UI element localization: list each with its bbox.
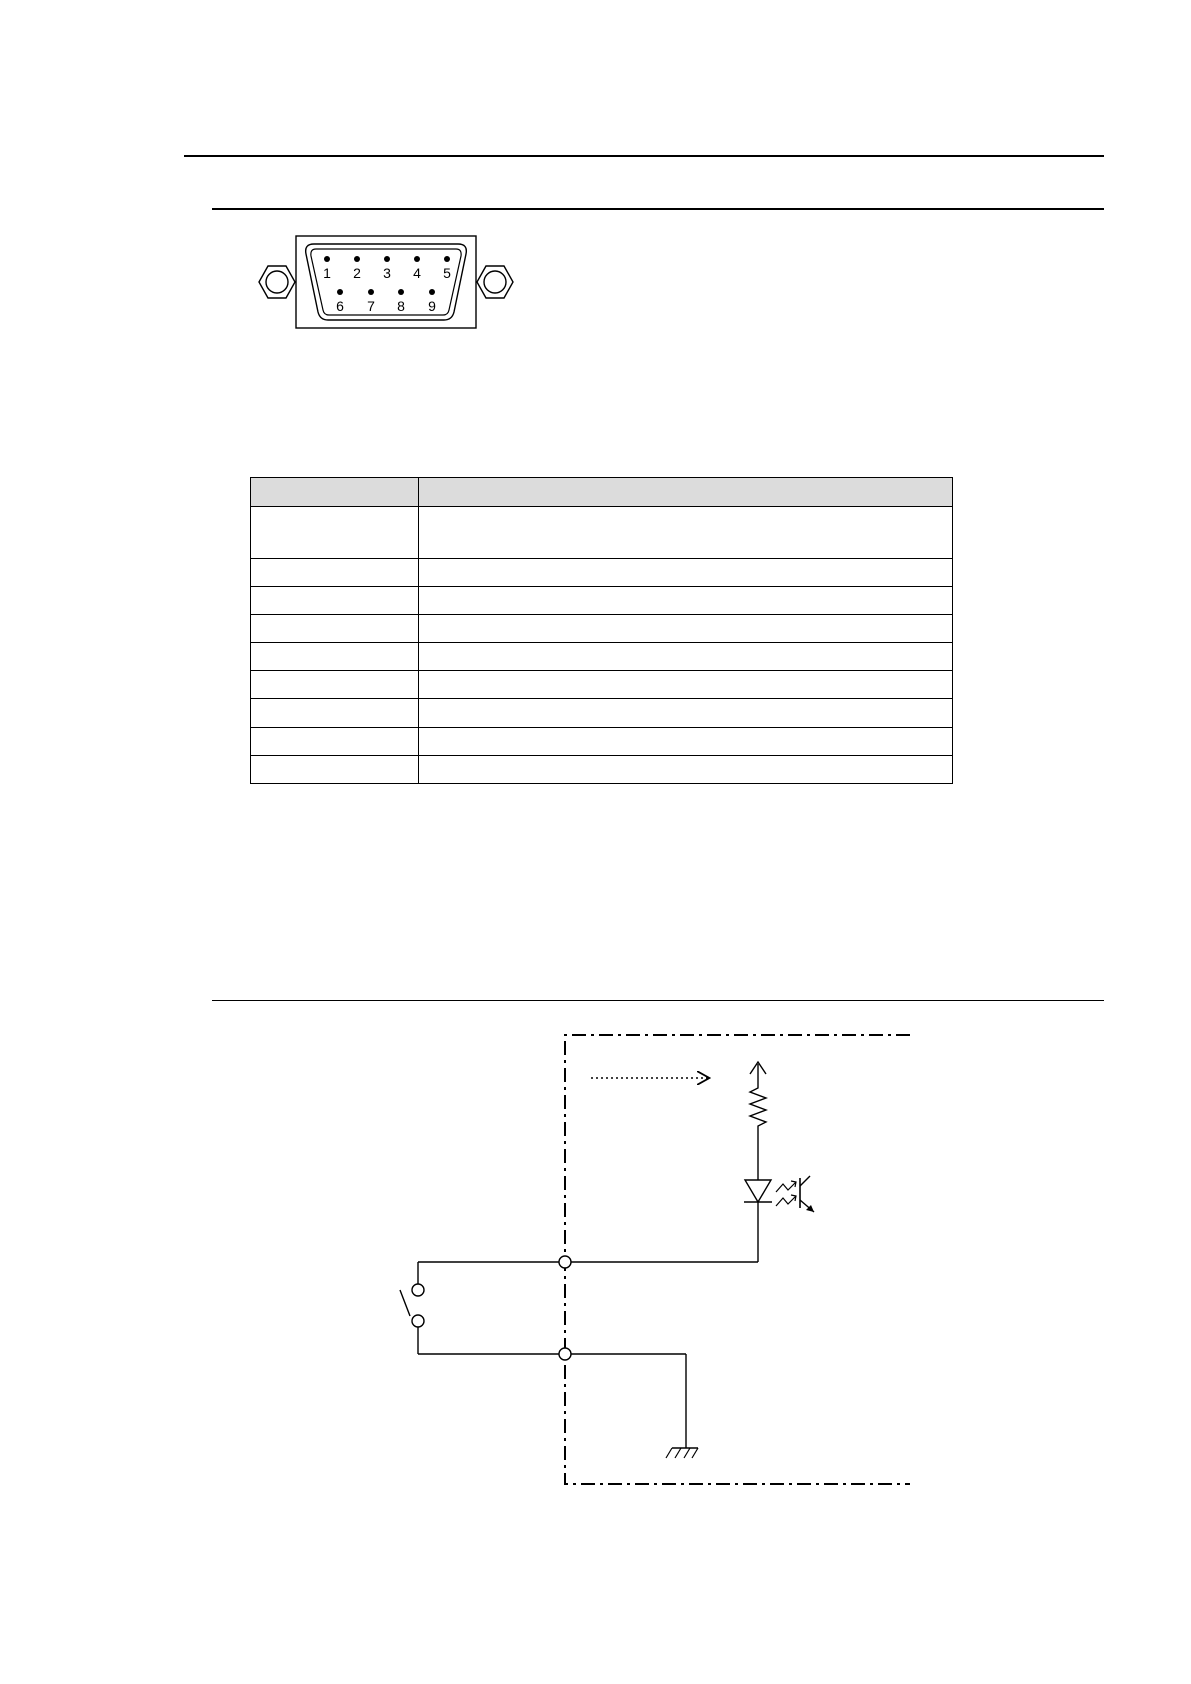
table-header-row xyxy=(251,478,953,507)
table-cell xyxy=(251,699,419,728)
table-row xyxy=(251,587,953,615)
pin-label: 8 xyxy=(397,298,405,314)
phototransistor-icon xyxy=(800,1176,814,1212)
pin-label: 6 xyxy=(336,298,344,314)
table-row xyxy=(251,643,953,671)
table-row xyxy=(251,699,953,728)
table-row xyxy=(251,756,953,784)
photocoupler-led-icon xyxy=(744,1180,796,1206)
pin-label: 5 xyxy=(443,265,451,281)
pin-dot xyxy=(337,289,343,295)
right-screw-hole xyxy=(484,271,506,293)
pin-label: 2 xyxy=(353,265,361,281)
table-cell xyxy=(419,507,953,559)
table-row xyxy=(251,671,953,699)
common-terminal xyxy=(559,1348,571,1360)
table-header-cell xyxy=(251,478,419,507)
table-cell xyxy=(419,559,953,587)
table-cell xyxy=(419,615,953,643)
ground-icon xyxy=(666,1354,698,1458)
resistor-icon xyxy=(750,1082,766,1134)
table-cell xyxy=(251,559,419,587)
pin-dot xyxy=(368,289,374,295)
pin-label: 4 xyxy=(413,265,421,281)
section-rule-connector xyxy=(212,208,1104,210)
table-cell xyxy=(419,728,953,756)
page-top-rule xyxy=(184,155,1104,157)
pin-dot xyxy=(398,289,404,295)
table-row xyxy=(251,728,953,756)
pin-dot xyxy=(324,256,330,262)
table-cell xyxy=(251,756,419,784)
table-cell xyxy=(251,507,419,559)
section-rule-circuit xyxy=(212,1000,1104,1001)
table-row xyxy=(251,559,953,587)
table-cell xyxy=(251,587,419,615)
pin-label: 7 xyxy=(367,298,375,314)
table-cell xyxy=(419,756,953,784)
table-cell xyxy=(419,671,953,699)
pin-label: 9 xyxy=(428,298,436,314)
pin-dot xyxy=(429,289,435,295)
table-row xyxy=(251,615,953,643)
table-cell xyxy=(419,587,953,615)
pin-label: 3 xyxy=(383,265,391,281)
table-cell xyxy=(419,699,953,728)
pin-dot xyxy=(414,256,420,262)
table-header-cell xyxy=(419,478,953,507)
external-switch-icon xyxy=(400,1262,424,1354)
pin-assignment-table xyxy=(250,477,953,784)
pin-dot xyxy=(354,256,360,262)
input-circuit-diagram xyxy=(380,1020,940,1490)
input-terminal xyxy=(559,1256,571,1268)
db9-connector-diagram xyxy=(256,232,516,332)
pin-dot xyxy=(384,256,390,262)
table-cell xyxy=(251,615,419,643)
table-cell xyxy=(251,643,419,671)
connector-shell xyxy=(296,236,476,328)
table-row xyxy=(251,507,953,559)
table-cell xyxy=(419,643,953,671)
table-cell xyxy=(251,728,419,756)
pin-label: 1 xyxy=(323,265,331,281)
left-screw-hole xyxy=(266,271,288,293)
pin-dot xyxy=(444,256,450,262)
device-boundary-line xyxy=(565,1035,910,1484)
supply-voltage-icon xyxy=(750,1062,766,1082)
table-cell xyxy=(251,671,419,699)
